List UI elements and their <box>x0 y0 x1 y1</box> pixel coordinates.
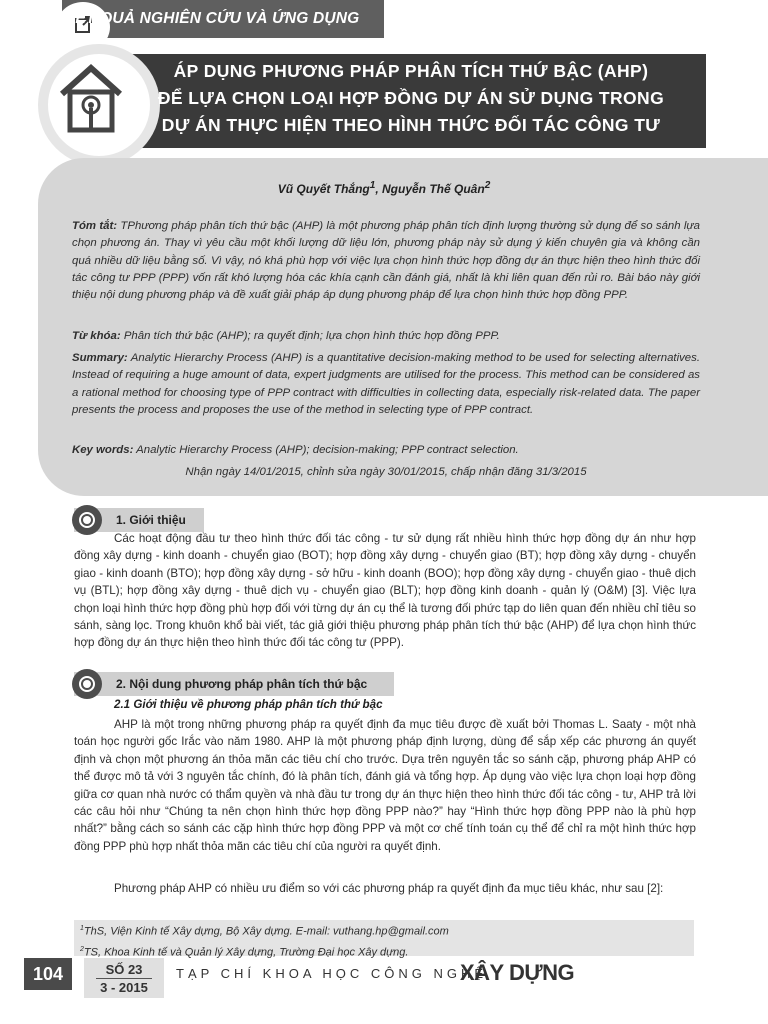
received-dates: Nhận ngày 14/01/2015, chỉnh sửa ngày 30/01/2015, chấp nhận đăng 31/3/2015 <box>185 466 587 478</box>
keywords-en <box>72 442 700 459</box>
keywords-text: Phân tích thứ bậc (AHP); ra quyết định; lựa chọn hình thức hợp đồng PPP. <box>123 330 500 342</box>
issue-box <box>84 958 164 998</box>
house-signal-icon <box>56 62 126 134</box>
keywords-label: Từ khóa: <box>72 330 121 342</box>
section-1-paragraph: Các hoạt động đầu tư theo hình thức đối tác công - tư sử dụng rất nhiều hình thức hợp đồng dự án như hợp đồng xây dựng - kinh doanh - chuyển giao (BOT); hợp đồng xây dựng - chuyển giao (BT); hợp đồng xây dựng - chuyển giao - kinh doanh (BTO); hợp đồng xây dựng - sở hữu - kinh doanh (BOO); hợp đồng xây dựng - chuyển giao - thuê dịch vụ (BTL); hợp đồng xây dựng - thuê dịch vụ - chuyển giao (BLT); hợp đồng kinh doanh - quản lý (O&M) [3]. Việc lựa chọn loại hình thức hợp đồng phù hợp đối với từng dự án cụ thể là tương đối phức tạp do liên quan đến nhiều chỉ tiêu so sánh, sàng lọc. Trong khuôn khổ bài viết, tác giả giới thiệu phương pháp phân tích thứ bậc (AHP) để lựa chọn hình thức hợp đồng dự án thực hiện theo hình thức đối tác công tư (PPP). <box>74 532 696 650</box>
author-name: Nguyễn Thế Quân <box>382 182 485 196</box>
section-bullet-icon <box>72 669 102 699</box>
section-2-paragraph-2: Phương pháp AHP có nhiều ưu điểm so với các phương pháp ra quyết định đa mục tiêu khác, như sau [2]: <box>114 882 664 895</box>
section-2-heading-bar <box>74 672 394 696</box>
keywords-en-text: Analytic Hierarchy Process (AHP); decision-making; PPP contract selection. <box>136 444 519 456</box>
footnote <box>80 941 694 962</box>
issue-number: SỐ 23 <box>105 962 143 977</box>
article-title <box>126 58 696 139</box>
abstract-en <box>72 350 700 419</box>
journal-brand: XÂY DỰNG <box>460 960 575 985</box>
section-2-paragraph-1: AHP là một trong những phương pháp ra quyết định đa mục tiêu được đề xuất bởi Thomas L. Saaty - một nhà toán học người gốc Irắc vào năm 1980. AHP là một phương pháp định lượng, dùng để sắp xếp các phương án quyết định và chọn một phương án thỏa mãn các tiêu chí cho trước. Dựa trên nguyên tắc so sánh cặp, phương pháp AHP có thể được mô tả với 3 nguyên tắc chính, đó là phân tích, đánh giá và tổng hợp. Áp dụng vào việc lựa chọn loại hợp đồng giữa cơ quan nhà nước có thẩm quyền và nhà đầu tư trong dự án thực hiện theo hình thức đối tác công - tư, AHP trả lời các câu hỏi như “Chúng ta nên chọn hình thức hợp đồng PPP nào?” hay “Hình thức hợp đồng PPP nào là phù hợp nhất?” bằng cách so sánh các cặp hình thức hợp đồng PPP và một cơ chế tính toán cụ thể để chỉ ra một hình thức hợp đồng PPP phù hợp nhất thỏa mãn các tiêu chí của người ra quyết định. <box>74 718 696 853</box>
footnotes <box>74 920 694 959</box>
section-heading: 2. Nội dung phương pháp phân tích thứ bậc <box>116 677 368 691</box>
title-line: DỰ ÁN THỰC HIỆN THEO HÌNH THỨC ĐỐI TÁC CÔNG TƯ <box>161 115 661 135</box>
abstract-text: TPhương pháp phân tích thứ bậc (AHP) là một phương pháp phân tích định lượng thường sử dụng để so sánh lựa chọn phương án. Thay vì yêu cầu một khối lượng dữ liệu lớn, phương pháp này sử dụng ý kiến chuyên gia và không cần quá nhiều dữ liệu bằng số. Vì vậy, nó khá phù hợp với việc lựa chọn hình thức hợp đồng dự án thực hiện theo hình thức đối tác công tư PPP (PPP) vốn rất khó lượng hóa các khía cạnh cần đánh giá, nhất là khi liên quan đến rủi ro. Bài báo này giới thiệu nội dung phương pháp và đề xuất giải pháp áp dụng phương pháp để lựa chọn hình thức hợp đồng PPP. <box>72 220 700 302</box>
abstract-label: Tóm tắt: <box>72 220 118 232</box>
abstract-vi <box>72 218 700 304</box>
author-affiliation-mark: 1 <box>369 180 376 191</box>
page-number: 104 <box>24 958 72 990</box>
keywords-en-label: Key words: <box>72 444 134 456</box>
summary-label: Summary: <box>72 352 128 364</box>
title-line: ĐỂ LỰA CHỌN LOẠI HỢP ĐỒNG DỰ ÁN SỬ DỤNG TRONG <box>157 88 665 108</box>
issue-date: 3 - 2015 <box>100 980 148 995</box>
footnote-text: TS, Khoa Kinh tế và Quản lý Xây dựng, Trường Đại học Xây dựng. <box>83 946 409 959</box>
subsection-heading: 2.1 Giới thiệu về phương pháp phân tích thứ bậc <box>114 698 383 711</box>
journal-name: TẠP CHÍ KHOA HỌC CÔNG NGHỆ <box>176 966 488 981</box>
authors <box>0 180 768 196</box>
footnote-mark: 1 <box>80 925 84 932</box>
author-separator: , <box>375 182 382 196</box>
section-heading: 1. Giới thiệu <box>116 513 186 527</box>
footnote <box>80 920 694 941</box>
footnote-text: ThS, Viện Kinh tế Xây dựng, Bộ Xây dựng. E-mail: vuthang.hp@gmail.com <box>83 925 449 938</box>
keywords-vi <box>72 328 700 345</box>
author-name: Vũ Quyết Thắng <box>277 182 370 196</box>
section-category: KẾT QUẢ NGHIÊN CỨU VÀ ỨNG DỤNG <box>64 10 360 27</box>
author-affiliation-mark: 2 <box>484 180 491 191</box>
footnote-mark: 2 <box>80 945 84 953</box>
title-line: ÁP DỤNG PHƯƠNG PHÁP PHÂN TÍCH THỨ BẬC (AHP) <box>173 61 649 81</box>
summary-text: Analytic Hierarchy Process (AHP) is a quantitative decision-making method to be used for selecting alternatives. Instead of requiring a huge amount of data, expert judgments are utilised for the process. This method can be considered as a rational method for choosing type of PPP contract with difficulties in collecting data, especially risk-related data. The paper presents the process and proposes the use of the method in selecting type of PPP contract. <box>72 352 700 416</box>
